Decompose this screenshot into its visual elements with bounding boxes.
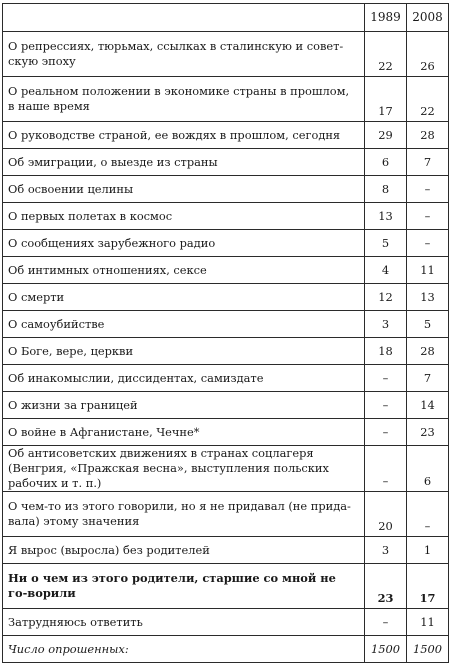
row-label: О сообщениях зарубежного радио: [3, 230, 365, 257]
row-label: О жизни за границей: [3, 392, 365, 419]
value-2008: –: [407, 203, 449, 230]
value-2008: 11: [407, 609, 449, 636]
table-row: [3, 419, 449, 446]
value-1989: 20: [365, 492, 407, 537]
row-label: Об антисоветских движениях в странах соцлагеря (Венгрия, «Пражская весна», выступления польских рабочих и т. п.): [3, 446, 365, 492]
row-label: О репрессиях, тюрьмах, ссылках в сталинскую и совет-скую эпоху: [3, 32, 365, 77]
value-2008: 6: [407, 446, 449, 492]
total-label: Число опрошенных:: [3, 636, 365, 663]
value-1989: 12: [365, 284, 407, 311]
value-2008: 26: [407, 32, 449, 77]
table-row: [3, 284, 449, 311]
total-1989: 1500: [365, 636, 407, 663]
row-label: О реальном положении в экономике страны в прошлом, в наше время: [3, 77, 365, 122]
table-row: [3, 609, 449, 636]
table-row: [3, 338, 449, 365]
value-2008: –: [407, 230, 449, 257]
value-2008: –: [407, 492, 449, 537]
total-row: [3, 636, 449, 663]
row-label: О смерти: [3, 284, 365, 311]
row-label: О войне в Афганистане, Чечне*: [3, 419, 365, 446]
value-1989: 29: [365, 122, 407, 149]
table-row: [3, 365, 449, 392]
value-2008: –: [407, 176, 449, 203]
table-row: [3, 149, 449, 176]
value-1989: –: [365, 419, 407, 446]
value-1989: –: [365, 609, 407, 636]
row-label: Об интимных отношениях, сексе: [3, 257, 365, 284]
header-empty-cell: [3, 4, 365, 32]
row-label: Об инакомыслии, диссидентах, самиздате: [3, 365, 365, 392]
table-row: [3, 537, 449, 564]
value-2008: 7: [407, 149, 449, 176]
row-label: Об эмиграции, о выезде из страны: [3, 149, 365, 176]
table-row: [3, 122, 449, 149]
header-year-2008: 2008: [407, 4, 449, 32]
table-row: [3, 311, 449, 338]
value-2008: 5: [407, 311, 449, 338]
value-1989: 5: [365, 230, 407, 257]
table-row: [3, 32, 449, 77]
row-label: О первых полетах в космос: [3, 203, 365, 230]
table-row: [3, 176, 449, 203]
value-1989: 3: [365, 537, 407, 564]
value-1989: 23: [365, 564, 407, 609]
value-1989: –: [365, 365, 407, 392]
table-row: [3, 257, 449, 284]
value-1989: 8: [365, 176, 407, 203]
value-1989: 3: [365, 311, 407, 338]
value-1989: 4: [365, 257, 407, 284]
value-1989: 17: [365, 77, 407, 122]
value-2008: 11: [407, 257, 449, 284]
row-label: Ни о чем из этого родители, старшие со мной не го-ворили: [3, 564, 365, 609]
row-label: О Боге, вере, церкви: [3, 338, 365, 365]
table-header-row: [3, 4, 449, 32]
header-year-1989: 1989: [365, 4, 407, 32]
table-row: [3, 230, 449, 257]
value-2008: 17: [407, 564, 449, 609]
value-1989: 13: [365, 203, 407, 230]
row-label: Об освоении целины: [3, 176, 365, 203]
row-label: О руководстве страной, ее вождях в прошлом, сегодня: [3, 122, 365, 149]
value-2008: 1: [407, 537, 449, 564]
value-1989: –: [365, 446, 407, 492]
table-row: [3, 77, 449, 122]
value-2008: 7: [407, 365, 449, 392]
value-2008: 22: [407, 77, 449, 122]
value-2008: 28: [407, 338, 449, 365]
value-2008: 23: [407, 419, 449, 446]
table-row: [3, 203, 449, 230]
row-label: Я вырос (выросла) без родителей: [3, 537, 365, 564]
table-row: [3, 392, 449, 419]
total-2008: 1500: [407, 636, 449, 663]
value-1989: 6: [365, 149, 407, 176]
value-1989: 22: [365, 32, 407, 77]
row-label: Затрудняюсь ответить: [3, 609, 365, 636]
table-row: [3, 492, 449, 537]
table-row: [3, 564, 449, 609]
table-row: [3, 446, 449, 492]
value-2008: 28: [407, 122, 449, 149]
row-label: О самоубийстве: [3, 311, 365, 338]
value-2008: 13: [407, 284, 449, 311]
value-1989: 18: [365, 338, 407, 365]
survey-table: [2, 3, 449, 663]
value-2008: 14: [407, 392, 449, 419]
value-1989: –: [365, 392, 407, 419]
row-label: О чем-то из этого говорили, но я не придавал (не прида-вала) этому значения: [3, 492, 365, 537]
